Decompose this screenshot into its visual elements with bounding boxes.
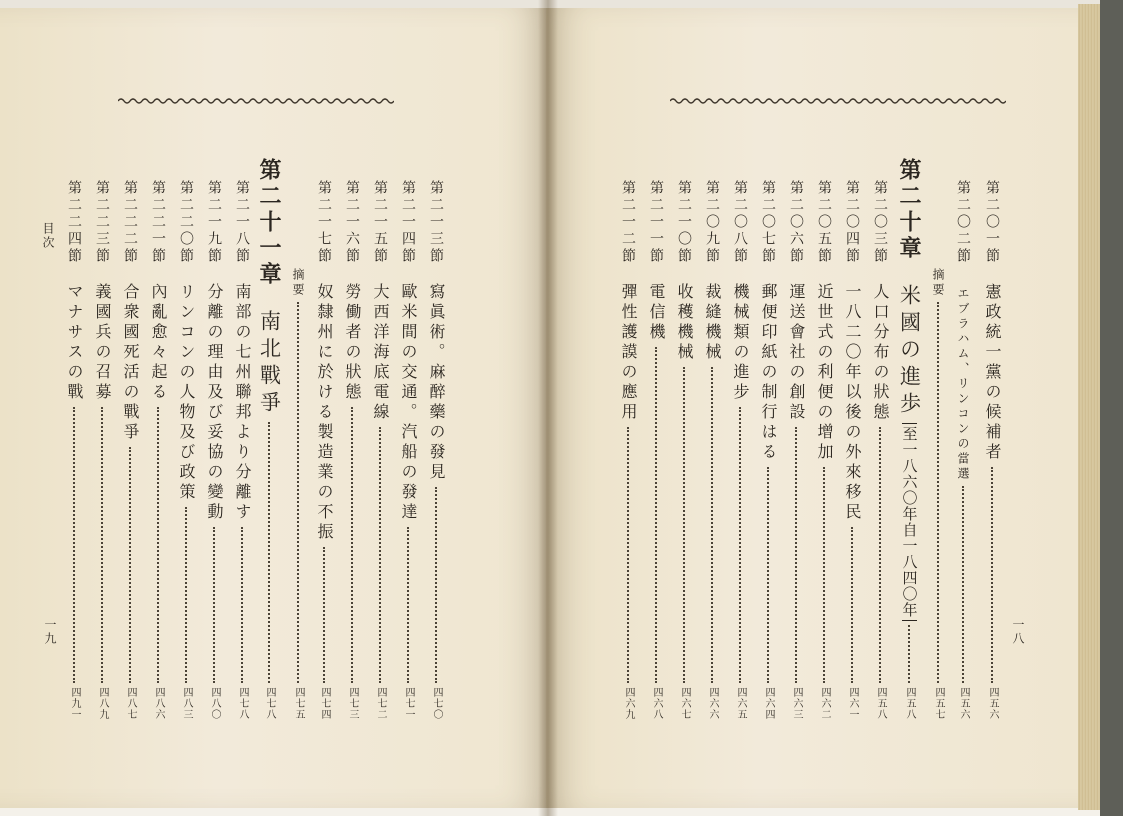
section-title: 義國兵の召募	[93, 283, 112, 403]
section-title: 運送會社の創設	[787, 283, 806, 423]
leader-dots	[407, 527, 409, 683]
leader-dots	[823, 467, 825, 683]
years-from: 自一八四〇年	[900, 522, 919, 618]
page-number: 四五七	[933, 687, 944, 720]
page-number: 四五六	[987, 687, 998, 720]
section-number: 第二二三節	[94, 180, 110, 265]
leader-dots	[351, 407, 353, 683]
leader-dots	[711, 367, 713, 683]
page-number: 四八〇	[209, 687, 220, 720]
leader-dots	[767, 467, 769, 683]
section-number: 第二一六節	[344, 180, 360, 265]
toc-entry-203	[872, 180, 888, 720]
section-title: 寫眞術。麻醉藥の發見	[427, 283, 446, 483]
page-number: 四六六	[707, 687, 718, 720]
toc-entry-208	[732, 180, 748, 720]
chapter-title: 米國の進歩	[897, 284, 922, 419]
toc-chapter-20	[898, 158, 920, 720]
book-gutter	[538, 0, 558, 816]
section-number: 第二一七節	[316, 180, 332, 265]
leader-dots	[435, 487, 437, 683]
section-number: 第二〇六節	[788, 180, 804, 265]
chapter-number: 第二十章	[896, 158, 922, 262]
section-title: 憲政統一黨の候補者	[983, 283, 1002, 463]
page-number: 四八三	[181, 687, 192, 720]
section-number: 第二〇四節	[844, 180, 860, 265]
section-number: 第二〇一節	[984, 180, 1000, 265]
page-number: 四九一	[69, 687, 80, 720]
section-number: 第二一三節	[428, 180, 444, 265]
leader-dots	[962, 486, 964, 683]
toc-entry-212	[620, 180, 636, 720]
section-title: 合衆國死活の戰爭	[121, 283, 140, 443]
page-number: 四七三	[347, 687, 358, 720]
section-number: 第二〇八節	[732, 180, 748, 265]
toc-entry-202	[956, 180, 970, 720]
section-number: 第二二〇節	[178, 180, 194, 265]
years-to: 至一八六〇年	[900, 426, 919, 522]
toc-entry-204	[844, 180, 860, 720]
page-number: 四六八	[651, 687, 662, 720]
page-number: 四五八	[875, 687, 886, 720]
right-wavy-rule	[670, 96, 1006, 106]
section-title: 郵便印紙の制行はる	[759, 283, 778, 463]
leader-dots	[157, 407, 159, 683]
toc-entry-205	[816, 180, 832, 720]
section-title: 機械類の進步	[731, 283, 750, 403]
page-number: 四六三	[791, 687, 802, 720]
left-folio: 一九	[43, 618, 57, 646]
left-wavy-line	[118, 99, 394, 103]
leader-dots	[379, 427, 381, 683]
section-title: 人口分布の狀態	[871, 283, 890, 423]
toc-entry-207	[760, 180, 776, 720]
section-number: 第二〇七節	[760, 180, 776, 265]
toc-entry-224	[66, 180, 82, 720]
leader-dots	[129, 447, 131, 683]
section-number: 第二〇三節	[872, 180, 888, 265]
section-number: 第二二二節	[122, 180, 138, 265]
section-title: マナサスの戰	[65, 283, 84, 403]
toc-entry-215	[372, 180, 388, 720]
summary-label: 摘要	[291, 268, 305, 298]
section-number: 第二一八節	[234, 180, 250, 265]
page-number: 四六一	[847, 687, 858, 720]
section-title: 勞働者の狀態	[343, 283, 362, 403]
leader-dots	[879, 427, 881, 683]
section-title: 分離の理由及び妥協の變動	[205, 283, 224, 523]
section-number: 第二二一節	[150, 180, 166, 265]
toc-entry-210	[676, 180, 692, 720]
section-title: リンコンの人物及び政策	[177, 283, 196, 503]
page-number: 四八六	[153, 687, 164, 720]
page-number: 四七五	[293, 687, 304, 720]
chapter-number: 第二十一章	[256, 158, 282, 288]
section-title: 內亂愈々起る	[149, 283, 168, 403]
leader-dots	[101, 407, 103, 683]
leader-dots	[627, 427, 629, 683]
section-number: 第二〇九節	[704, 180, 720, 265]
toc-entry-201	[984, 180, 1000, 720]
toc-entry-213	[428, 180, 444, 720]
toc-summary	[292, 268, 304, 720]
toc-entry-219	[206, 180, 222, 720]
page-number: 四七四	[319, 687, 330, 720]
toc-entry-220	[178, 180, 194, 720]
leader-dots	[213, 527, 215, 683]
toc-summary	[932, 268, 944, 720]
leader-dots	[908, 625, 910, 683]
toc-entry-217	[316, 180, 332, 720]
leader-dots	[185, 507, 187, 683]
section-number: 第二〇二節	[955, 180, 971, 265]
section-number: 第二〇五節	[816, 180, 832, 265]
page-number: 四六七	[679, 687, 690, 720]
toc-entry-221	[150, 180, 166, 720]
leader-dots	[655, 347, 657, 683]
leader-dots	[991, 467, 993, 683]
leader-dots	[937, 302, 939, 683]
page-number: 四八九	[97, 687, 108, 720]
section-number: 第二二四節	[66, 180, 82, 265]
section-title: 南部の七州聯邦より分離す	[233, 283, 252, 523]
page-number: 四六九	[623, 687, 634, 720]
section-number: 第二一九節	[206, 180, 222, 265]
toc-entry-209	[704, 180, 720, 720]
toc-entry-216	[344, 180, 360, 720]
leader-dots	[683, 367, 685, 683]
section-title: 一八二〇年以後の外來移民	[843, 283, 862, 523]
section-title: 近世式の利便の增加	[815, 283, 834, 463]
section-title: 裁縫機械	[703, 283, 722, 363]
page-number: 四七八	[237, 687, 248, 720]
section-title: 大西洋海底電線	[371, 283, 390, 423]
section-title: 奴隸州に於ける製造業の不振	[315, 283, 334, 543]
running-head: 目次	[41, 222, 55, 250]
leader-dots	[241, 527, 243, 683]
toc-entry-214	[400, 180, 416, 720]
toc-entry-223	[94, 180, 110, 720]
summary-label: 摘要	[931, 268, 945, 298]
chapter-title: 南北戰爭	[257, 310, 282, 418]
toc-entry-206	[788, 180, 804, 720]
section-number: 第二一二節	[620, 180, 636, 265]
page-number: 四七八	[264, 687, 275, 720]
section-title: 收穫機械	[675, 283, 694, 363]
leader-dots	[297, 302, 299, 683]
left-wavy-rule	[118, 96, 394, 106]
page-number: 四五六	[958, 687, 969, 720]
section-number: 第二一四節	[400, 180, 416, 265]
leader-dots	[73, 407, 75, 683]
leader-dots	[268, 422, 270, 683]
book-cover-edge	[1100, 0, 1123, 816]
page-number: 四六二	[819, 687, 830, 720]
section-title: 彈性護謨の應用	[619, 283, 638, 423]
section-title: 歐米間の交通。汽船の發達	[399, 283, 418, 523]
page-number: 四七二	[375, 687, 386, 720]
section-number: 第二一〇節	[676, 180, 692, 265]
toc-chapter-21	[258, 158, 280, 720]
toc-entry-211	[648, 180, 664, 720]
section-number: 第二一一節	[648, 180, 664, 265]
right-wavy-line	[670, 99, 1006, 103]
section-title: 電信機	[647, 283, 666, 343]
leader-dots	[795, 427, 797, 683]
section-number: 第二一五節	[372, 180, 388, 265]
chapter-years	[902, 423, 917, 621]
toc-entry-222	[122, 180, 138, 720]
toc-entry-218	[234, 180, 250, 720]
leader-dots	[323, 547, 325, 683]
page-number: 四七〇	[431, 687, 442, 720]
leader-dots	[851, 527, 853, 683]
page-number: 四六四	[763, 687, 774, 720]
page-number: 四六五	[735, 687, 746, 720]
right-folio: 一八	[1011, 618, 1025, 646]
page-number: 四五八	[904, 687, 915, 720]
page-number: 四七一	[403, 687, 414, 720]
page-number: 四八七	[125, 687, 136, 720]
leader-dots	[739, 407, 741, 683]
section-title: エブラハム、リンコンの當選	[956, 287, 970, 482]
